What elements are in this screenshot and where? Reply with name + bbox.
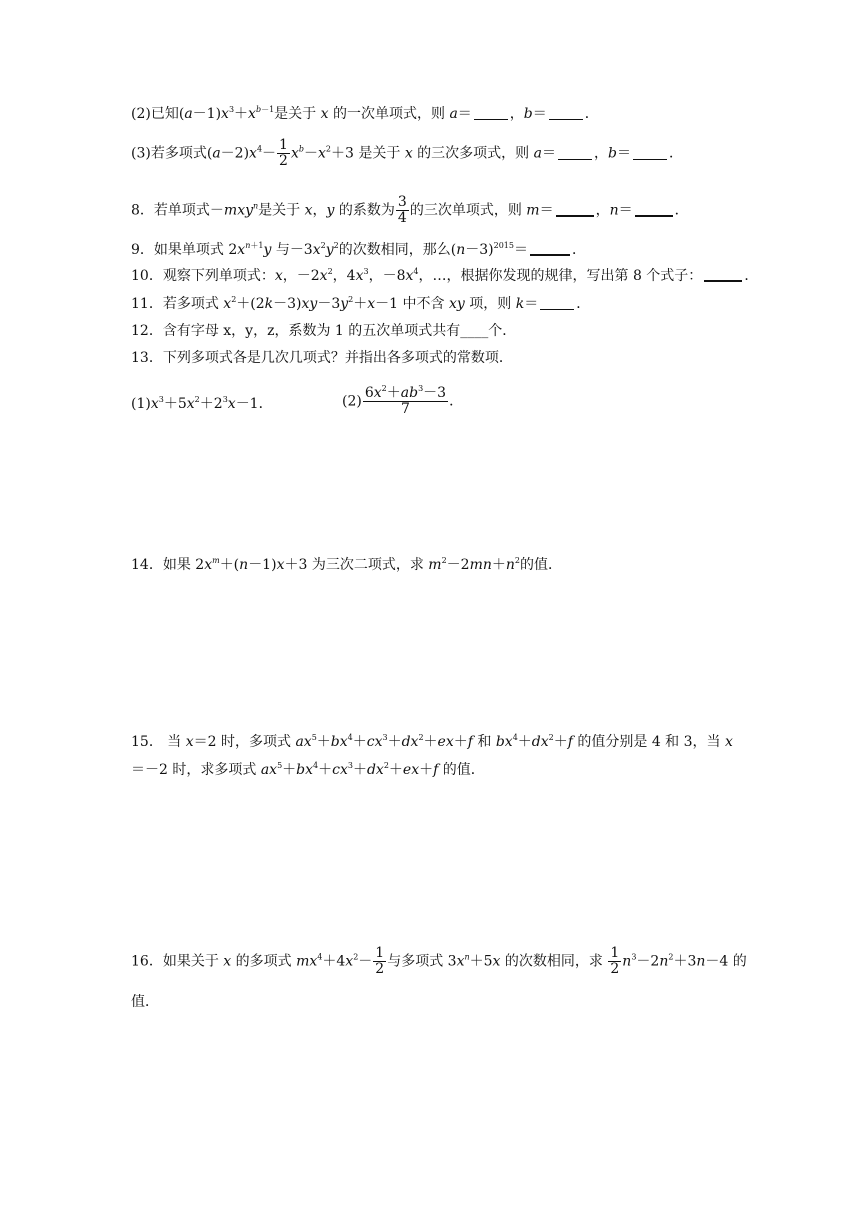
question-11: 11．若多项式 $x^2+(2k-3)xy-3y^2+x-1$ 中不含 xy 项，则 k＝ ．: [131, 295, 591, 312]
question-15: 15． 当 x＝2 时，多项式 $ax^5+bx^4+cx^3+dx^2+ex+f$ 和 $bx^4+dx^2+f$ 的值分别是 4 和 3，当 x: [131, 733, 733, 750]
question-10: 10．观察下列单项式：x，$-2x^2$，$4x^3$，$-8x^4$，…，根据你发现的规律，写出第 8 个式子： ．: [131, 267, 759, 284]
q7-part3: (3)若多项式$(a-2)x^4-$ $\frac{1}{2}$ $x^b-x^2+3$ 是关于 x 的三次多项式，则 a＝ ，b＝ ．: [131, 137, 683, 169]
question-13: 13．下列多项式各是几次几项式？并指出各多项式的常数项．: [131, 350, 513, 366]
question-15-cont: ＝－2 时，求多项式 $ax^5+bx^4+cx^3+dx^2+ex+f$ 的值．: [131, 761, 485, 778]
question-9: 9．如果单项式 $2x^{n+1}y$ 与$-3x^2y^2$的次数相同，那么$(n-3)^{2015}=$ ．: [131, 241, 586, 258]
fraction: $\frac{1}{2}$: [610, 945, 620, 977]
answer-blank[interactable]: [474, 105, 508, 120]
answer-blank[interactable]: [556, 201, 594, 217]
answer-blank[interactable]: [633, 145, 667, 160]
question-13-part2: (2) $\frac{6x^2+ab^3-3}{7}$ ．: [342, 384, 464, 417]
question-12: 12．含有字母 x，y，z，系数为 1 的五次单项式共有____个．: [131, 323, 517, 339]
fraction: $\frac{1}{2}$: [375, 945, 385, 977]
answer-blank[interactable]: [549, 105, 583, 120]
answer-blank[interactable]: [530, 240, 570, 256]
fraction: $\frac{1}{2}$: [279, 137, 288, 169]
answer-blank[interactable]: [540, 295, 574, 310]
answer-blank[interactable]: [635, 201, 673, 217]
question-14: 14．如果 $2x^m+(n-1)x+3$ 为三次二项式，求 $m^2-2mn+n^2$的值．: [131, 556, 562, 573]
answer-blank[interactable]: [704, 266, 742, 282]
fraction: $\frac{3}{4}$: [397, 194, 407, 226]
question-16: 16．如果关于 x 的多项式 $mx^4+4x^2-$ $\frac{1}{2}$ 与多项式 $3x^n+5x$ 的次数相同，求 $\frac{1}{2}$ $n^3-2n^2+3n-4$ 的: [131, 945, 747, 977]
question-13-parts: $(1)x^3+5x^2+2^3x-1$．: [131, 395, 273, 412]
question-8: 8．若单项式－mxy$^n$是关于 x，y 的系数为 $\frac{3}{4}$ 的三次单项式，则 m＝ ，n＝ ．: [131, 194, 689, 226]
fraction: $\frac{6x^2+ab^3-3}{7}$: [364, 384, 447, 417]
q7-part2: (2)已知$(a-1)x^3+x^{b-1}$是关于 x 的一次单项式，则 a＝ ，b＝ ．: [131, 105, 599, 122]
answer-blank[interactable]: [558, 145, 592, 160]
question-16-cont: 值．: [131, 994, 159, 1010]
